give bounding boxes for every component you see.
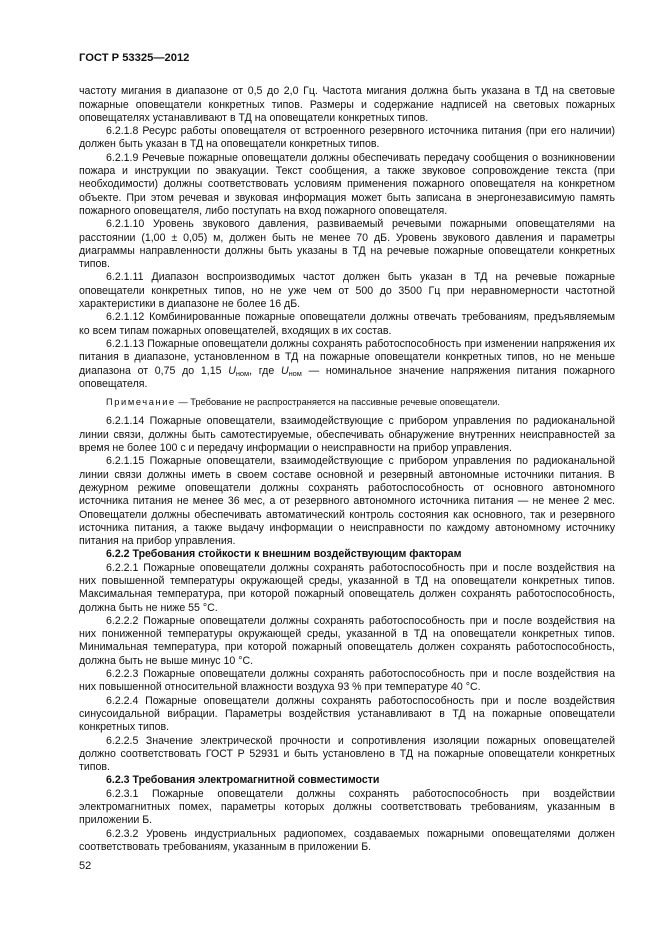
clause-6-2-2-5: 6.2.2.5 Значение электрической прочности и сопротивления изоляции пожарных оповещателей должно соответствовать ГОСТ Р 52931 и быть установлено в ТД на пожарные оповещатели конкретных типов.	[79, 734, 615, 774]
text-continuation: частоту мигания в диапазоне от 0,5 до 2,0 Гц. Частота мигания должна быть указана в ТД на световые пожарные оповещатели конкретных типов. Размеры и содержание надписей на световых пожарных оповещателях устанавливают в ТД на оповещатели конкретных типов.	[79, 85, 615, 124]
clause-6-2-2-3: 6.2.2.3 Пожарные оповещатели должны сохранять работоспособность при и после воздействия на них повышенной относительной влажности воздуха 93 % при температуре 40 °С.	[79, 668, 615, 694]
note-text: — Требование не распространяется на пассивные речевые оповещатели.	[175, 397, 500, 408]
clause-6-2-1-12: 6.2.1.12 Комбинированные пожарные оповещатели должны отвечать требованиям, предъявляемым ко всем типам пожарных оповещателей, входящих в их состав.	[79, 311, 615, 337]
document-header: ГОСТ Р 53325—2012	[79, 52, 190, 64]
clause-6-2-1-8: 6.2.1.8 Ресурс работы оповещателя от встроенного резервного источника питания (при его наличии) должен быть указан в ТД на оповещатели конкретных типов.	[79, 125, 615, 151]
clause-6-2-2-4: 6.2.2.4 Пожарные оповещатели должны сохранять работоспособность при и после воздействия синусоидальной вибрации. Параметры воздействия устанавливают в ТД на пожарные оповещатели конкретных типов.	[79, 694, 615, 734]
clause-6-2-3-2: 6.2.3.2 Уровень индустриальных радиопомех, создаваемых пожарными оповещателями должен соответствовать требованиям, указанным в приложении Б.	[79, 827, 615, 853]
voltage-subscript: ном	[235, 368, 250, 378]
clause-6-2-1-13-part3: — номинальное значение напряжения питания пожарного оповещателя.	[79, 364, 616, 390]
clause-6-2-3-1: 6.2.3.1 Пожарные оповещатели должны сохранять работоспособность при воздействии электромагнитных помех, параметры которых должны соответствовать требованиям, указанным в приложении Б.	[79, 787, 615, 827]
clause-6-2-1-11: 6.2.1.11 Диапазон воспроизводимых частот должен быть указан в ТД на речевые пожарные оповещатели конкретных типов, но не уже чем от 500 до 3500 Гц при неравномерности частотной характеристики в диапазоне не более 16 дБ.	[79, 271, 615, 311]
heading-6-2-2: 6.2.2 Требования стойкости к внешним воздействующим факторам	[106, 548, 462, 561]
clause-6-2-1-9: 6.2.1.9 Речевые пожарные оповещатели должны обеспечивать передачу сообщения о возникновении пожара и инструкции по эвакуации. Текст сообщения, а также звуковое сопровождение текста (при необходимости) должны соответствовать условиям применения пожарного оповещателя на конкретном объекте. При этом речевая и звуковая информация может быть записана в энергонезависимую память пожарного оповещателя, либо поступать на вход пожарного оповещателя.	[79, 151, 615, 217]
page-number: 52	[79, 860, 92, 873]
clause-6-2-1-15: 6.2.1.15 Пожарные оповещатели, взаимодействующие с прибором управления по радиоканальной линии связи должны иметь в своем составе основной и резервный автономные источники питания. В дежурном режиме оповещатели должны сохранять работоспособность от основного автономного источника питания не менее 36 мес, а от резервного автономного источника питания — не менее 2 мес. Оповещатели должны обеспечивать автоматический контроль состояния как основного, так и резервного источника питания, а также выдачу информации о неисправности по каждому автономному источнику питания на прибор управления.	[79, 455, 615, 548]
clause-6-2-1-13-part1: 6.2.1.13 Пожарные оповещатели должны сохранять работоспособность при изменении напряжения их питания в диапазоне, установленном в ТД на пожарные оповещатели конкретных типов, но не меньше диапазона от 0,75 до 1,15	[79, 337, 615, 377]
voltage-symbol-2: U	[280, 364, 289, 377]
clause-6-2-1-13	[79, 338, 615, 391]
note-label: Примечание	[106, 397, 176, 408]
clause-6-2-1-14: 6.2.1.14 Пожарные оповещатели, взаимодействующие с прибором управления по радиоканальной линии связи, должны быть самотестируемые, обеспечивать обнаружение внутренних неисправностей за время не более 100 с и передачу информации о неисправности на прибор управления.	[79, 415, 615, 455]
clause-6-2-1-10: 6.2.1.10 Уровень звукового давления, развиваемый речевыми пожарными оповещателями на расстоянии (1,00 ± 0,05) м, должен быть не менее 70 дБ. Уровень звукового давления и параметры диаграммы направленности должны быть указаны в ТД на речевые пожарные оповещатели конкретных типов.	[79, 218, 615, 271]
voltage-symbol: U	[228, 364, 236, 377]
clause-6-2-1-13-part2: , где	[249, 364, 281, 377]
clause-6-2-2-1: 6.2.2.1 Пожарные оповещатели должны сохранять работоспособность при и после воздействия на них повышенной температуры окружающей среды, указанной в ТД на оповещатели конкретных типов. Максимальная температура, при которой пожарный оповещатель должен сохранять работоспособность, должна быть не ниже 55 °С.	[79, 561, 615, 614]
heading-6-2-3: 6.2.3 Требования электромагнитной совместимости	[106, 774, 380, 787]
voltage-subscript-2: ном	[288, 368, 302, 378]
document-page	[79, 52, 615, 874]
clauses-section	[79, 415, 615, 854]
note	[79, 396, 615, 409]
clause-6-2-2-2: 6.2.2.2 Пожарные оповещатели должны сохранять работоспособность при и после воздействия на них пониженной температуры окружающей среды, указанной в ТД на оповещатели конкретных типов. Минимальная температура, при которой пожарный оповещатель должен сохранять работоспособность, должна быть не выше минус 10 °С.	[79, 614, 615, 667]
